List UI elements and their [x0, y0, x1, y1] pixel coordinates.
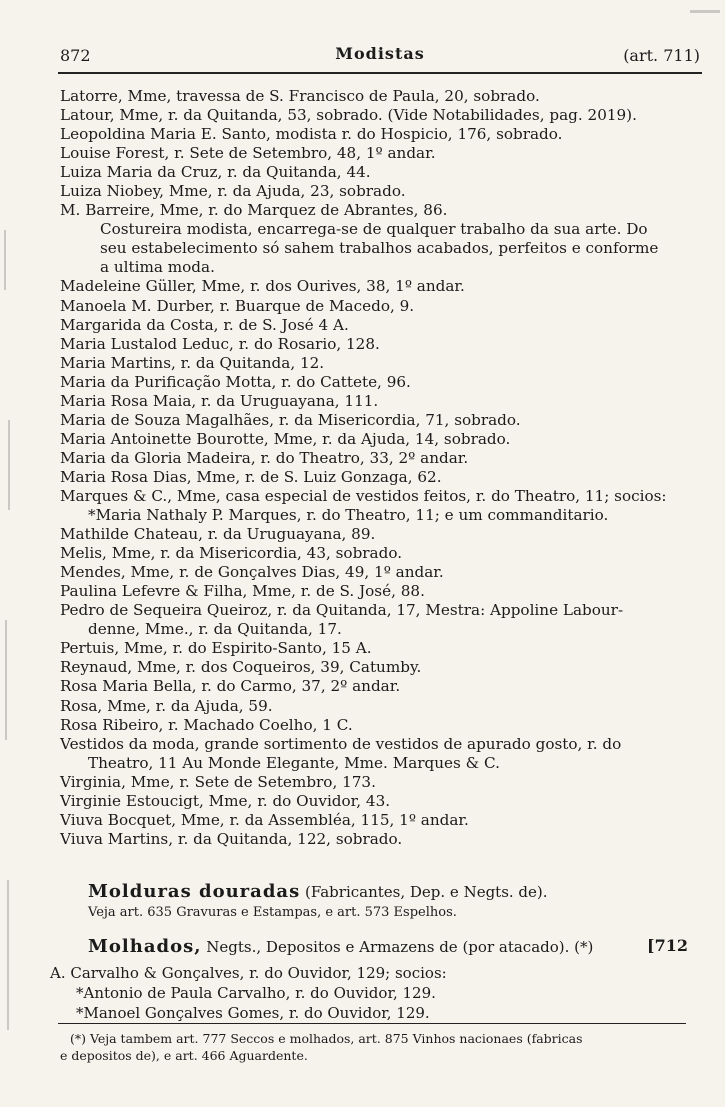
molduras-note: Veja art. 635 Gravuras e Estampas, e art. 573 Espelhos. — [88, 905, 457, 920]
directory-entry: Mathilde Chateau, r. da Uruguayana, 89. — [60, 525, 376, 544]
molhados-entry: *Antonio de Paula Carvalho, r. do Ouvidor, 129. — [76, 984, 436, 1002]
directory-entry: Marques & C., Mme, casa especial de vestidos feitos, r. do Theatro, 11; socios: — [60, 486, 667, 505]
molhados-subtitle: Negts., Depositos e Armazens de (por atacado). (*) — [206, 938, 594, 956]
directory-entry: Melis, Mme, r. da Misericordia, 43, sobrado. — [60, 544, 403, 563]
directory-entry: Theatro, 11 Au Monde Elegante, Mme. Marques & C. — [88, 753, 500, 772]
scan-mark — [690, 10, 720, 13]
section-number: [712 — [647, 936, 688, 955]
directory-entry: Louise Forest, r. Sete de Setembro, 48, 1º andar. — [60, 144, 436, 163]
directory-entry: Paulina Lefevre & Filha, Mme, r. de S. José, 88. — [60, 582, 425, 601]
directory-entry: Viuva Bocquet, Mme, r. da Assembléa, 115, 1º andar. — [60, 810, 469, 829]
directory-entry: Maria Antoinette Bourotte, Mme, r. da Ajuda, 14, sobrado. — [60, 429, 511, 448]
footnote-line: (*) Veja tambem art. 777 Seccos e molhados, art. 875 Vinhos nacionaes (fabricas — [70, 1031, 583, 1046]
directory-entry: Rosa Ribeiro, r. Machado Coelho, 1 C. — [60, 715, 353, 734]
directory-entry: Margarida da Costa, r. de S. José 4 A. — [60, 315, 349, 334]
directory-entry: Maria Rosa Maia, r. da Uruguayana, 111. — [60, 391, 379, 410]
footnote-line: e depositos de), e art. 466 Aguardente. — [60, 1048, 308, 1063]
directory-entry: Manoela M. Durber, r. Buarque de Macedo, 9. — [60, 296, 415, 315]
directory-entry: Vestidos da moda, grande sortimento de vestidos de apurado gosto, r. do — [60, 734, 622, 753]
entry-list — [60, 87, 692, 849]
directory-entry: Reynaud, Mme, r. dos Coqueiros, 39, Catumby. — [60, 658, 422, 677]
directory-entry: Maria de Souza Magalhães, r. da Misericordia, 71, sobrado. — [60, 410, 521, 429]
scan-mark — [4, 230, 6, 290]
page-title: Modistas — [335, 44, 425, 63]
molhados-heading — [88, 936, 688, 958]
scan-mark — [5, 620, 7, 740]
header-rule — [58, 72, 702, 74]
directory-entry: Rosa, Mme, r. da Ajuda, 59. — [60, 696, 273, 715]
directory-entry: Costureira modista, encarrega-se de qualquer trabalho da sua arte. Do — [100, 220, 648, 239]
molduras-heading — [88, 881, 688, 903]
directory-entry: Luiza Maria da Cruz, r. da Quitanda, 44. — [60, 163, 371, 182]
directory-entry: Mendes, Mme, r. de Gonçalves Dias, 49, 1º andar. — [60, 563, 444, 582]
molhados-entry: *Manoel Gonçalves Gomes, r. do Ouvidor, 129. — [76, 1004, 430, 1022]
molhados-section — [88, 936, 688, 958]
directory-entry: Virginia, Mme, r. Sete de Setembro, 173. — [60, 772, 376, 791]
directory-entry: Rosa Maria Bella, r. do Carmo, 37, 2º andar. — [60, 677, 401, 696]
directory-entry: a ultima moda. — [100, 258, 215, 277]
page-number: 872 — [60, 46, 91, 65]
directory-entry: Madeleine Güller, Mme, r. dos Ourives, 38, 1º andar. — [60, 277, 465, 296]
scan-mark — [8, 420, 10, 510]
page-header — [60, 44, 700, 68]
directory-entry: M. Barreire, Mme, r. do Marquez de Abrantes, 86. — [60, 201, 448, 220]
article-reference: (art. 711) — [623, 46, 700, 65]
directory-entry: Leopoldina Maria E. Santo, modista r. do Hospicio, 176, sobrado. — [60, 125, 563, 144]
footnote-rule — [58, 1023, 686, 1024]
molduras-title: Molduras douradas — [88, 881, 301, 902]
scan-mark — [7, 880, 9, 1030]
directory-entry: denne, Mme., r. da Quitanda, 17. — [88, 620, 342, 639]
directory-entry: Latorre, Mme, travessa de S. Francisco de Paula, 20, sobrado. — [60, 87, 540, 105]
directory-entry: Pertuis, Mme, r. do Espirito-Santo, 15 A. — [60, 639, 372, 658]
molhados-entries — [50, 963, 690, 1023]
molduras-section — [88, 881, 688, 923]
directory-entry: Luiza Niobey, Mme, r. da Ajuda, 23, sobrado. — [60, 182, 406, 201]
molduras-subtitle: (Fabricantes, Dep. e Negts. de). — [304, 883, 548, 901]
directory-entry: Maria Rosa Dias, Mme, r. de S. Luiz Gonzaga, 62. — [60, 467, 442, 486]
directory-entry: Maria da Purificação Motta, r. do Cattete, 96. — [60, 372, 411, 391]
footnote — [60, 1030, 700, 1064]
directory-entry: seu estabelecimento só sahem trabalhos acabados, perfeitos e conforme — [100, 239, 659, 258]
directory-entry: Maria da Gloria Madeira, r. do Theatro, 33, 2º andar. — [60, 448, 469, 467]
molhados-entry: A. Carvalho & Gonçalves, r. do Ouvidor, 129; socios: — [50, 964, 447, 982]
directory-entry: Pedro de Sequeira Queiroz, r. da Quitanda, 17, Mestra: Appoline Labour- — [60, 601, 624, 620]
molhados-title: Molhados, — [88, 936, 202, 957]
directory-entry: Viuva Martins, r. da Quitanda, 122, sobrado. — [60, 829, 403, 848]
directory-entry: Latour, Mme, r. da Quitanda, 53, sobrado. (Vide Notabilidades, pag. 2019). — [60, 106, 637, 125]
directory-entry: *Maria Nathaly P. Marques, r. do Theatro, 11; e um commanditario. — [88, 506, 609, 525]
directory-entry: Maria Lustalod Leduc, r. do Rosario, 128. — [60, 334, 380, 353]
directory-entry: Maria Martins, r. da Quitanda, 12. — [60, 353, 325, 372]
directory-entry: Virginie Estoucigt, Mme, r. do Ouvidor, 43. — [60, 791, 391, 810]
